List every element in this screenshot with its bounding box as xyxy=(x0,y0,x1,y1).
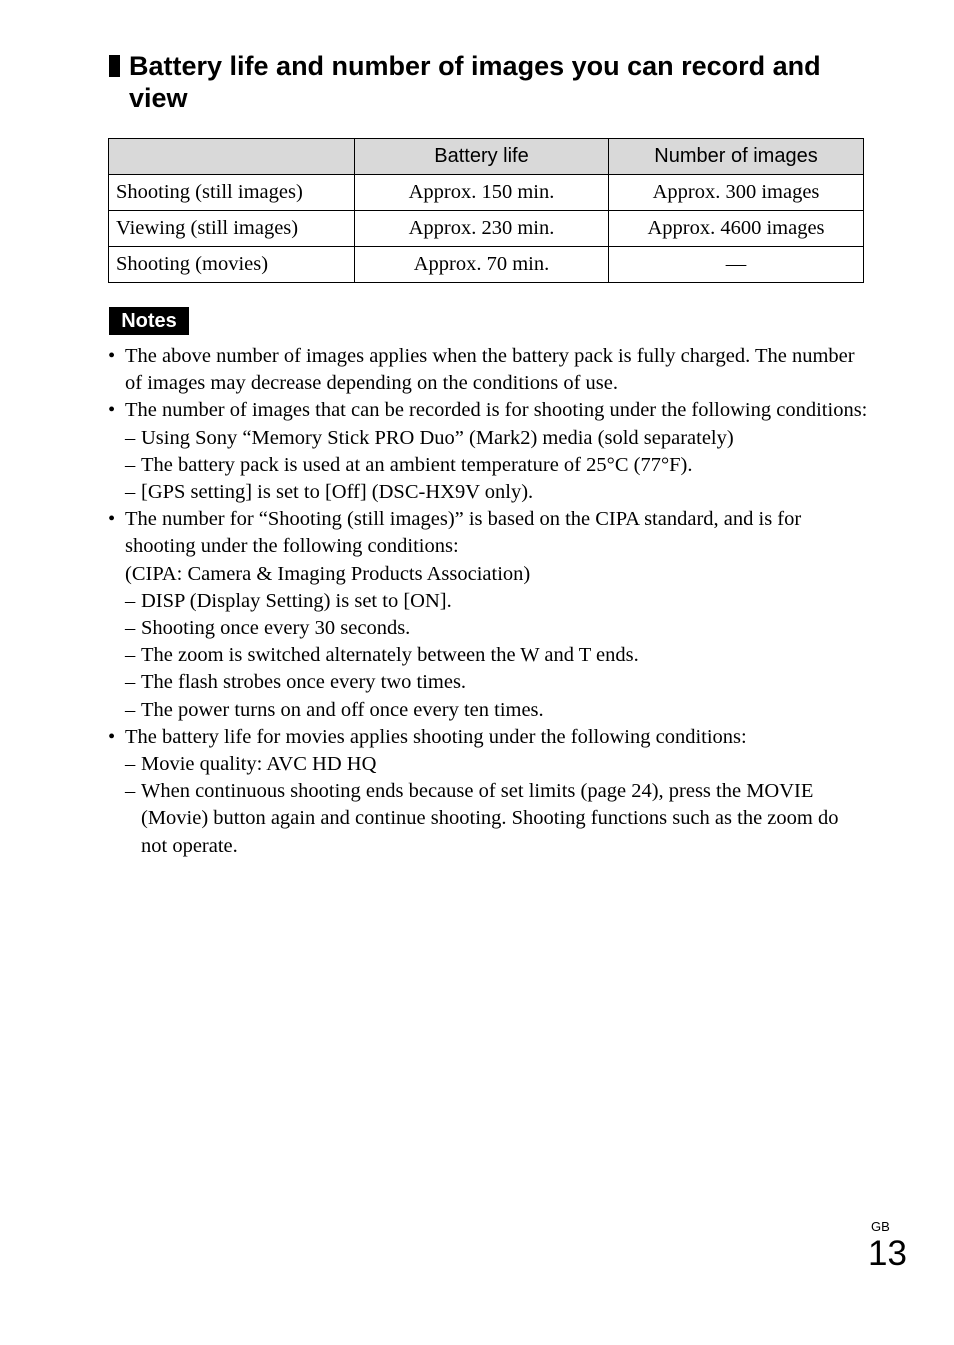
table-header-cell: Number of images xyxy=(609,139,864,175)
dash-icon: – xyxy=(125,753,136,776)
sub-item xyxy=(125,588,868,615)
table-cell: Approx. 4600 images xyxy=(609,211,864,247)
note-item xyxy=(108,343,868,397)
page-region-label: GB xyxy=(871,1219,890,1234)
dash-icon: – xyxy=(125,671,136,694)
table-row-label: Shooting (still images) xyxy=(109,175,355,211)
note-text: The number for “Shooting (still images)” is based on the CIPA standard, and is for shooting under the following conditions: xyxy=(125,508,802,558)
table-row-label: Shooting (movies) xyxy=(109,247,355,283)
sub-item xyxy=(125,479,868,506)
dash-icon: – xyxy=(125,481,136,504)
sub-item xyxy=(125,642,868,669)
bullet-icon: • xyxy=(108,725,116,748)
note-item xyxy=(108,397,868,506)
note-paren-text: (CIPA: Camera & Imaging Products Association) xyxy=(125,562,531,585)
dash-icon: – xyxy=(125,644,136,667)
dash-icon: – xyxy=(125,780,136,803)
table-cell: Approx. 70 min. xyxy=(355,247,609,283)
notes-list xyxy=(108,343,868,860)
bullet-icon: • xyxy=(108,399,116,422)
sub-item xyxy=(125,751,868,778)
sub-item-text: Using Sony “Memory Stick PRO Duo” (Mark2) media (sold separately) xyxy=(141,426,734,449)
table-cell: Approx. 230 min. xyxy=(355,211,609,247)
sub-item xyxy=(125,425,868,452)
dash-icon: – xyxy=(125,426,136,449)
page-number: 13 xyxy=(868,1234,907,1273)
sub-item-text: [GPS setting] is set to [Off] (DSC-HX9V only). xyxy=(141,481,534,504)
sub-item-text: The power turns on and off once every ten times. xyxy=(141,698,544,721)
table-row xyxy=(109,175,864,211)
sub-item-text: When continuous shooting ends because of set limits (page 24), press the MOVIE (Movie) button again and continue shooting. Shooting functions such as the zoom do not operate. xyxy=(141,780,839,857)
bullet-icon: • xyxy=(108,345,116,367)
sub-item xyxy=(125,697,868,724)
table-row-label: Viewing (still images) xyxy=(109,211,355,247)
sub-item xyxy=(125,615,868,642)
table-cell: Approx. 300 images xyxy=(609,175,864,211)
table-row xyxy=(109,211,864,247)
table-cell: Approx. 150 min. xyxy=(355,175,609,211)
table-cell: — xyxy=(609,247,864,283)
title-marker-icon xyxy=(109,55,120,77)
table-header-cell xyxy=(109,139,355,175)
sub-item-text: The flash strobes once every two times. xyxy=(141,671,467,694)
dash-icon: – xyxy=(125,698,136,721)
battery-table xyxy=(108,138,864,283)
sub-item-text: The zoom is switched alternately between the W and T ends. xyxy=(141,644,639,667)
dash-icon: – xyxy=(125,453,136,476)
sub-item-text: DISP (Display Setting) is set to [ON]. xyxy=(141,589,452,612)
sub-item-text: Shooting once every 30 seconds. xyxy=(141,617,411,640)
table-header-cell: Battery life xyxy=(355,139,609,175)
sub-item xyxy=(125,669,868,696)
section-title-text: Battery life and number of images you can record and view xyxy=(129,51,821,113)
sub-item xyxy=(125,452,868,479)
table-header-row xyxy=(109,139,864,175)
sub-item-text: Movie quality: AVC HD HQ xyxy=(141,753,377,776)
note-item xyxy=(108,506,868,724)
sub-item-text: The battery pack is used at an ambient temperature of 25°C (77°F). xyxy=(141,453,693,476)
dash-icon: – xyxy=(125,617,136,640)
table-row xyxy=(109,247,864,283)
section-title xyxy=(109,50,869,114)
notes-badge: Notes xyxy=(109,307,189,335)
dash-icon: – xyxy=(125,589,136,612)
bullet-icon: • xyxy=(108,508,116,531)
sub-item xyxy=(125,778,868,860)
note-item xyxy=(108,724,868,860)
note-text: The number of images that can be recorded is for shooting under the following conditions: xyxy=(125,399,868,422)
note-text: The battery life for movies applies shooting under the following conditions: xyxy=(125,725,747,748)
note-text: The above number of images applies when the battery pack is fully charged. The number of images may decrease depending on the conditions of use. xyxy=(125,345,855,395)
